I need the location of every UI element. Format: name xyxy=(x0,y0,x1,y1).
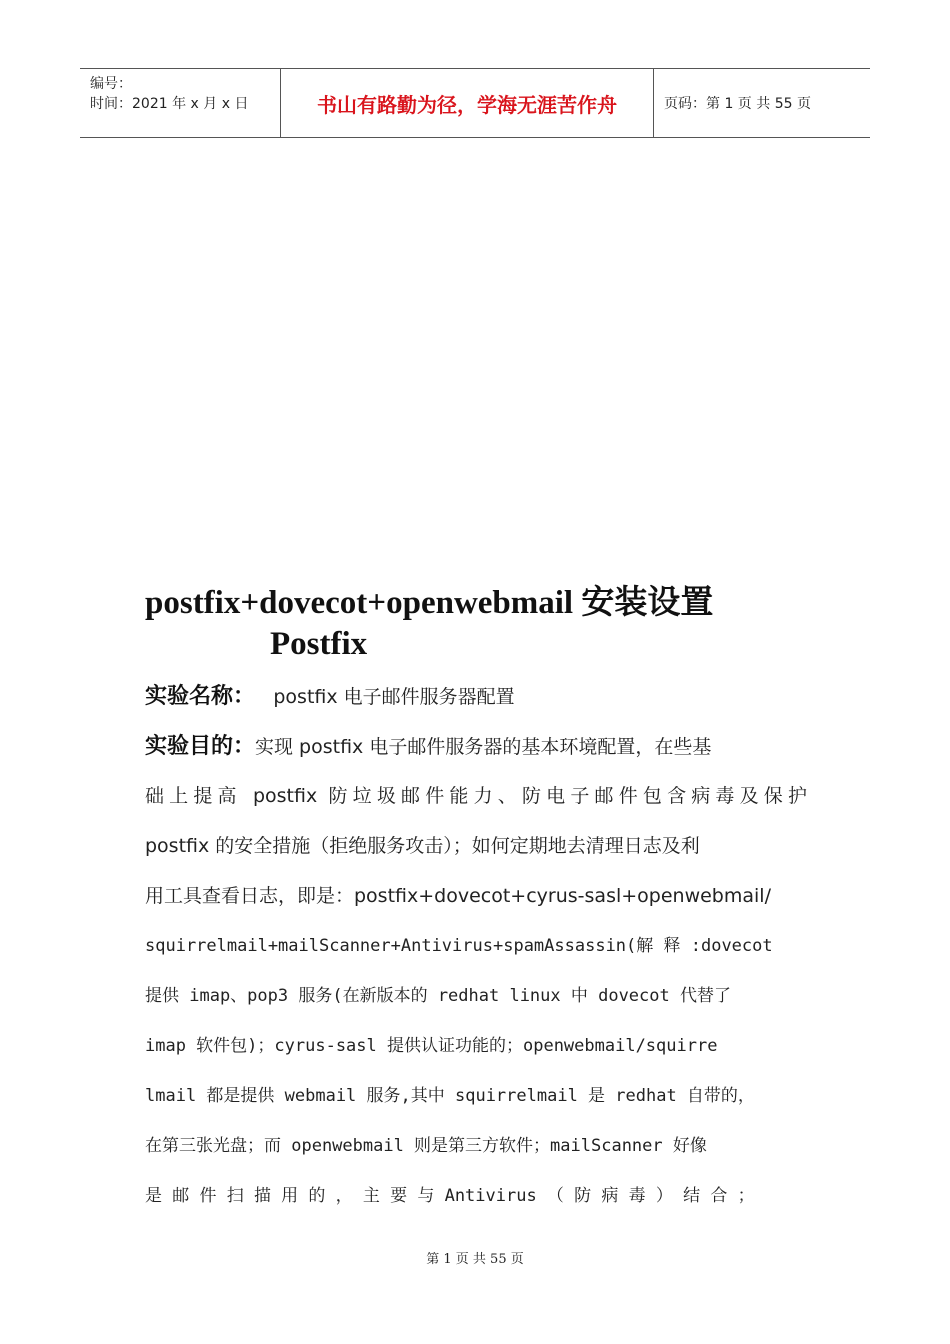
document-subtitle: Postfix xyxy=(270,626,368,662)
page-footer: 第 1 页 共 55 页 xyxy=(426,1252,524,1267)
doc-time-label: 时间：2021 年 x 月 x 日 xyxy=(90,96,249,112)
body-line: postfix 的安全措施（拒绝服务攻击）；如何定期地去清理日志及利 xyxy=(145,835,700,857)
header-page-info: 页码：第 1 页 共 55 页 xyxy=(664,96,811,112)
body-line: lmail 都是提供 webmail 服务,其中 squirrelmail 是 redhat 自带的， xyxy=(145,1086,755,1106)
body-line: 实现 postfix 电子邮件服务器的基本环境配置，在些基 xyxy=(255,736,712,758)
body-line: imap 软件包)；cyrus-sasl 提供认证功能的；openwebmail/squirre xyxy=(145,1036,718,1056)
body-line: 提供 imap、pop3 服务(在新版本的 redhat linux 中 dovecot 代替了 xyxy=(145,986,731,1006)
header-page-cell xyxy=(654,69,870,137)
experiment-name-label: 实验名称： xyxy=(145,684,256,709)
header-motto-cell xyxy=(281,69,654,137)
body-line: 在第三张光盘；而 openwebmail 则是第三方软件；mailScanner 好像 xyxy=(145,1136,707,1156)
doc-number-label: 编号： xyxy=(90,76,132,92)
body-line: squirrelmail+mailScanner+Antivirus+spamAssassin(解 释 :dovecot xyxy=(145,936,773,956)
body-line: 础上提高 postfix 防垃圾邮件能力、防电子邮件包含病毒及保护 xyxy=(145,785,807,807)
purpose-label: 实验目的： xyxy=(145,734,256,759)
document-title: postfix+dovecot+openwebmail 安装设置 xyxy=(145,585,714,621)
header-motto: 书山有路勤为径，学海无涯苦作舟 xyxy=(317,92,617,117)
body-line: 是 邮 件 扫 描 用 的 ， 主 要 与 Antivirus （ 防 病 毒 ） 结 合 ； xyxy=(145,1186,755,1206)
experiment-name-value: postfix 电子邮件服务器配置 xyxy=(273,686,515,708)
page-header xyxy=(80,68,870,138)
purpose-row-1 xyxy=(145,721,711,771)
experiment-name-row xyxy=(145,671,515,721)
header-meta-cell xyxy=(80,69,281,137)
body-line: 用工具查看日志，即是：postfix+dovecot+cyrus-sasl+openwebmail/ xyxy=(145,885,771,907)
